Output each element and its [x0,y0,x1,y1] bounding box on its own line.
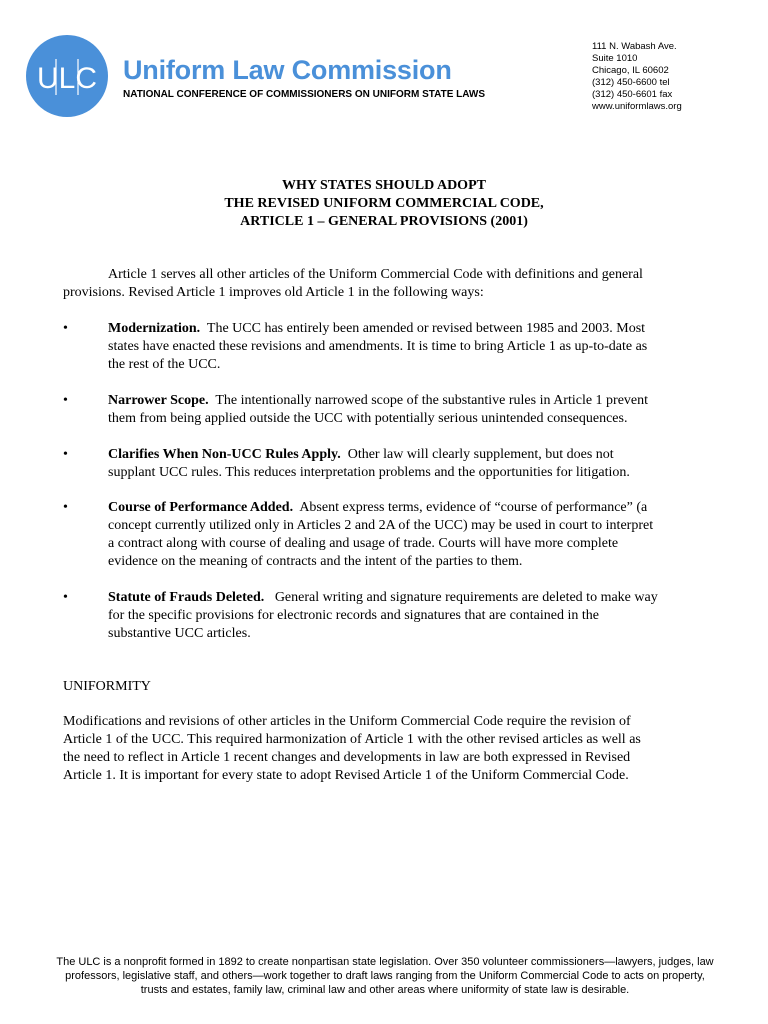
ulc-logo [26,35,108,117]
bullet-line: evidence on the meaning of contracts and the intent of the parties to them. [108,554,523,569]
title-line: ARTICLE 1 – GENERAL PROVISIONS (2001) [240,214,528,229]
org-subtitle: NATIONAL CONFERENCE OF COMMISSIONERS ON UNIFORM STATE LAWS [123,89,486,100]
address-fax: (312) 450-6601 fax [592,89,673,100]
intro-line: Article 1 serves all other articles of the Uniform Commercial Code with definitions and general [108,267,643,282]
bullet-line: concept currently utilized only in Articles 2 and 2A of the UCC) may be used in court to interpret [108,518,654,533]
address-phone: (312) 450-6600 tel [592,77,670,88]
bullet-dot: • [63,500,68,515]
address-website[interactable]: www.uniformlaws.org [592,101,682,112]
uniformity-line: the need to reflect in Article 1 recent changes and developments in law are both expressed in Revised [63,750,631,765]
bullet-label: Clarifies When Non-UCC Rules Apply. [108,447,341,462]
footer-statement [40,955,730,997]
bullet-dot: • [63,321,68,336]
bullet-line: Other law will clearly supplement, but does not [347,447,614,462]
footer-line: The ULC is a nonprofit formed in 1892 to create nonpartisan state legislation. Over 350 volunteer commissioners—lawyers, judges, law [56,956,714,968]
bullet-line: them from being applied outside the UCC with potentially serious unintended consequences. [108,411,628,426]
intro-paragraph [63,266,703,302]
bullet-label: Modernization. [108,321,201,336]
bullet-narrower-scope [63,392,713,428]
bullet-label: Narrower Scope. [108,393,209,408]
footer-line: trusts and estates, family law, criminal law and other areas where uniformity of state law is desirable. [140,984,630,996]
bullet-dot: • [63,590,68,605]
title-line: THE REVISED UNIFORM COMMERCIAL CODE, [224,196,544,211]
bullet-line: substantive UCC articles. [108,626,251,641]
bullet-modernization [63,320,713,374]
bullet-line: a contract along with course of dealing and usage of trade. Courts will have more complete [108,536,619,551]
section-heading-uniformity: UNIFORMITY [63,679,151,694]
bullet-line: states have enacted these revisions and amendments. It is time to bring Article 1 as up-to-date as [108,339,648,354]
logo-text: ULC [36,62,98,95]
document-title [0,177,768,231]
uniformity-line: Modifications and revisions of other articles in the Uniform Commercial Code require the revision of [63,714,631,729]
address-suite: Suite 1010 [592,53,638,64]
ulc-logo-mark [26,35,108,117]
bullet-line: Absent express terms, evidence of “course of performance” (a [299,500,648,515]
title-line: WHY STATES SHOULD ADOPT [282,178,486,193]
bullet-line: for the specific provisions for electronic records and signatures that are contained in the [108,608,599,623]
bullet-line: The UCC has entirely been amended or revised between 1985 and 2003. Most [206,321,646,336]
bullet-statute-of-frauds [63,589,713,643]
bullet-line: supplant UCC rules. This reduces interpretation problems and the opportunities for litigation. [108,465,630,480]
bullet-dot: • [63,393,68,408]
bullet-line: General writing and signature requirements are deleted to make way [274,590,658,605]
uniformity-paragraph [63,713,703,785]
uniformity-line: Article 1 of the UCC. This required harmonization of Article 1 with the other revised articles as well as [63,732,641,747]
bullet-line: the rest of the UCC. [108,357,221,372]
uniformity-line: Article 1. It is important for every state to adopt Revised Article 1 of the Uniform Commercial Code. [63,768,629,783]
intro-line: provisions. Revised Article 1 improves old Article 1 in the following ways: [63,285,484,300]
org-name: Uniform Law Commission [123,55,452,85]
bullet-course-of-performance [63,499,713,571]
address-street: 111 N. Wabash Ave. [592,41,677,52]
contact-address [592,41,682,113]
address-city: Chicago, IL 60602 [592,65,669,76]
bullet-line: The intentionally narrowed scope of the substantive rules in Article 1 prevent [215,393,649,408]
bullet-dot: • [63,447,68,462]
bullet-label: Statute of Frauds Deleted. [108,590,265,605]
bullet-label: Course of Performance Added. [108,500,294,515]
footer-line: professors, legislative staff, and others—work together to draft laws ranging from the Uniform Commercial Code to acts on property, [65,970,705,982]
bullet-non-ucc-rules [63,446,713,482]
